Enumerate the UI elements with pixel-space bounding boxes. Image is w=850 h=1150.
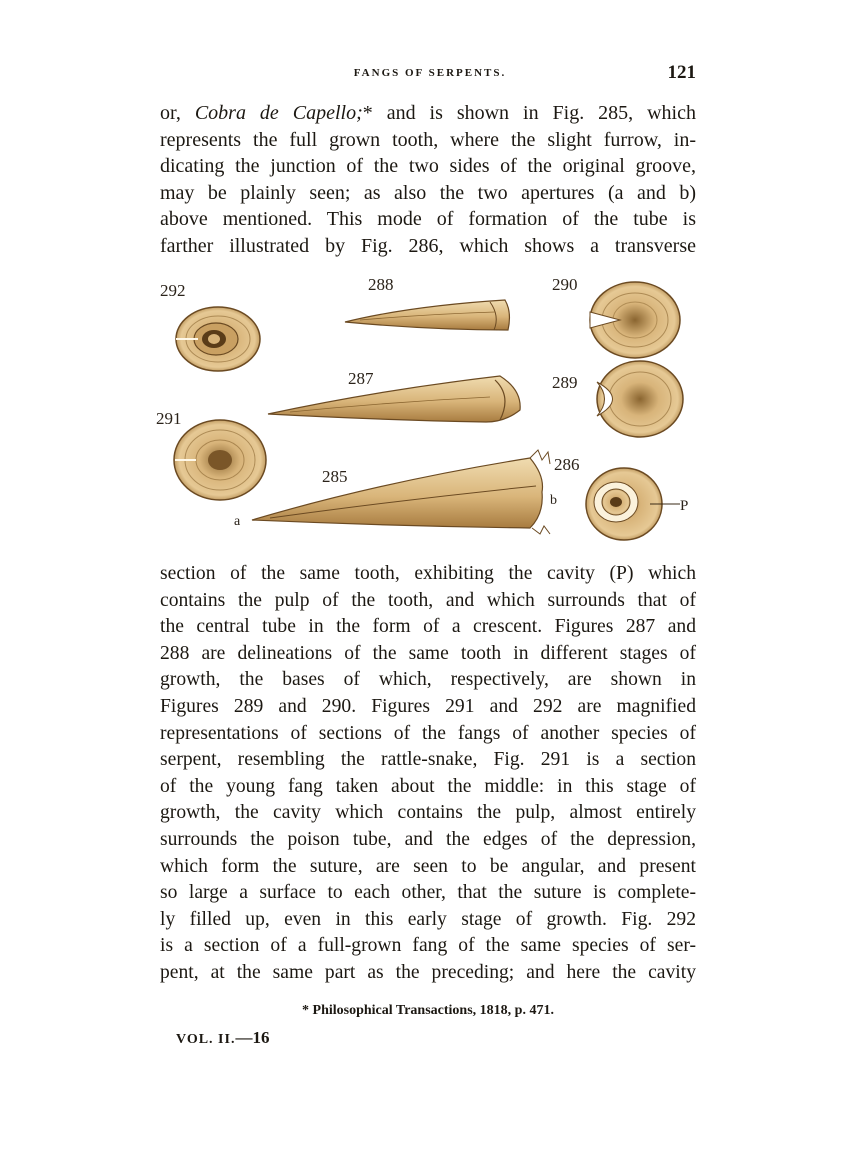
figure-286-section — [586, 468, 680, 540]
footnote: * Philosophical Transactions, 1818, p. 471. — [302, 1003, 554, 1018]
figure-number: 285 — [322, 467, 348, 486]
text-line: contains the pulp of the tooth, and which surrounds that of — [160, 589, 696, 611]
figure-number: 286 — [554, 455, 580, 474]
figure-number: 292 — [160, 281, 186, 300]
text-line: pent, at the same part as the preceding; and here the cavity — [160, 961, 696, 983]
text-line: represents the full grown tooth, where the slight furrow, in- — [160, 128, 696, 151]
italic-term: Cobra de Capello; — [194, 102, 363, 124]
text-line: 288 are delineations of the same tooth in different stages of — [160, 642, 696, 664]
text-line: ly filled up, even in this early stage of growth. Fig. 292 — [160, 908, 696, 930]
text-line: growth, the bases of which, respectively, are shown in — [160, 669, 696, 691]
page-number: 121 — [667, 62, 696, 83]
signature-mark — [176, 1028, 269, 1048]
figure-285-tooth — [252, 450, 550, 534]
text-line: section of the same tooth, exhibiting the cavity (P) which — [160, 563, 696, 584]
figure-288-tooth — [345, 300, 509, 330]
text-line: so large a surface to each other, that the suture is complete- — [160, 882, 696, 904]
text-line: may be plainly seen; as also the two apertures (a and b) — [160, 181, 696, 204]
aperture-label-a: a — [234, 514, 241, 529]
figure-289-section — [597, 361, 683, 437]
text-line: representations of sections of the fangs of another species of — [160, 722, 696, 744]
text-block-bottom — [160, 561, 696, 987]
text-line: which form the suture, are seen to be angular, and present — [160, 855, 696, 877]
figure-291-section — [174, 420, 266, 500]
text-line: dicating the junction of the two sides of the original groove, — [160, 155, 696, 177]
volume-label: VOL. II. — [176, 1032, 236, 1047]
text-line: Figures 289 and 290. Figures 291 and 292 are magnified — [160, 695, 696, 717]
sheet-number: —16 — [235, 1028, 270, 1047]
text-line: serpent, resembling the rattle-snake, Fig. 291 is a section — [160, 749, 696, 771]
running-title: FANGS OF SERPENTS. — [353, 67, 507, 79]
text-line: the central tube in the form of a crescent. Figures 287 and — [160, 616, 696, 638]
engraving-plate — [150, 272, 710, 547]
text-line: growth, the cavity which contains the pulp, almost entirely — [160, 802, 696, 824]
line-suffix: * and is shown in Fig. 285, which — [362, 102, 696, 124]
text-line: is a section of a full-grown fang of the same species of ser- — [160, 935, 696, 957]
figure-292-section — [176, 307, 260, 371]
text-line: surrounds the poison tube, and the edges of the depression, — [160, 828, 696, 850]
figure-number: 287 — [348, 369, 374, 388]
text-block-top — [160, 100, 696, 259]
cavity-label-p: P — [680, 498, 689, 514]
text-line — [160, 100, 696, 127]
text-line: above mentioned. This mode of formation of the tube is — [160, 208, 696, 230]
figure-number: 289 — [552, 373, 578, 392]
figure-number: 290 — [552, 275, 578, 294]
figure-number: 288 — [368, 275, 394, 294]
text-line: farther illustrated by Fig. 286, which shows a transverse — [160, 234, 696, 257]
aperture-label-b: b — [550, 493, 557, 508]
tooth-engravings — [150, 272, 710, 547]
figure-number: 291 — [156, 409, 182, 428]
running-head — [160, 62, 700, 86]
figure-290-section — [590, 282, 680, 358]
figure-287-tooth — [268, 376, 520, 422]
text-line: of the young fang taken about the middle: in this stage of — [160, 775, 696, 797]
line-prefix: or, — [160, 102, 195, 124]
